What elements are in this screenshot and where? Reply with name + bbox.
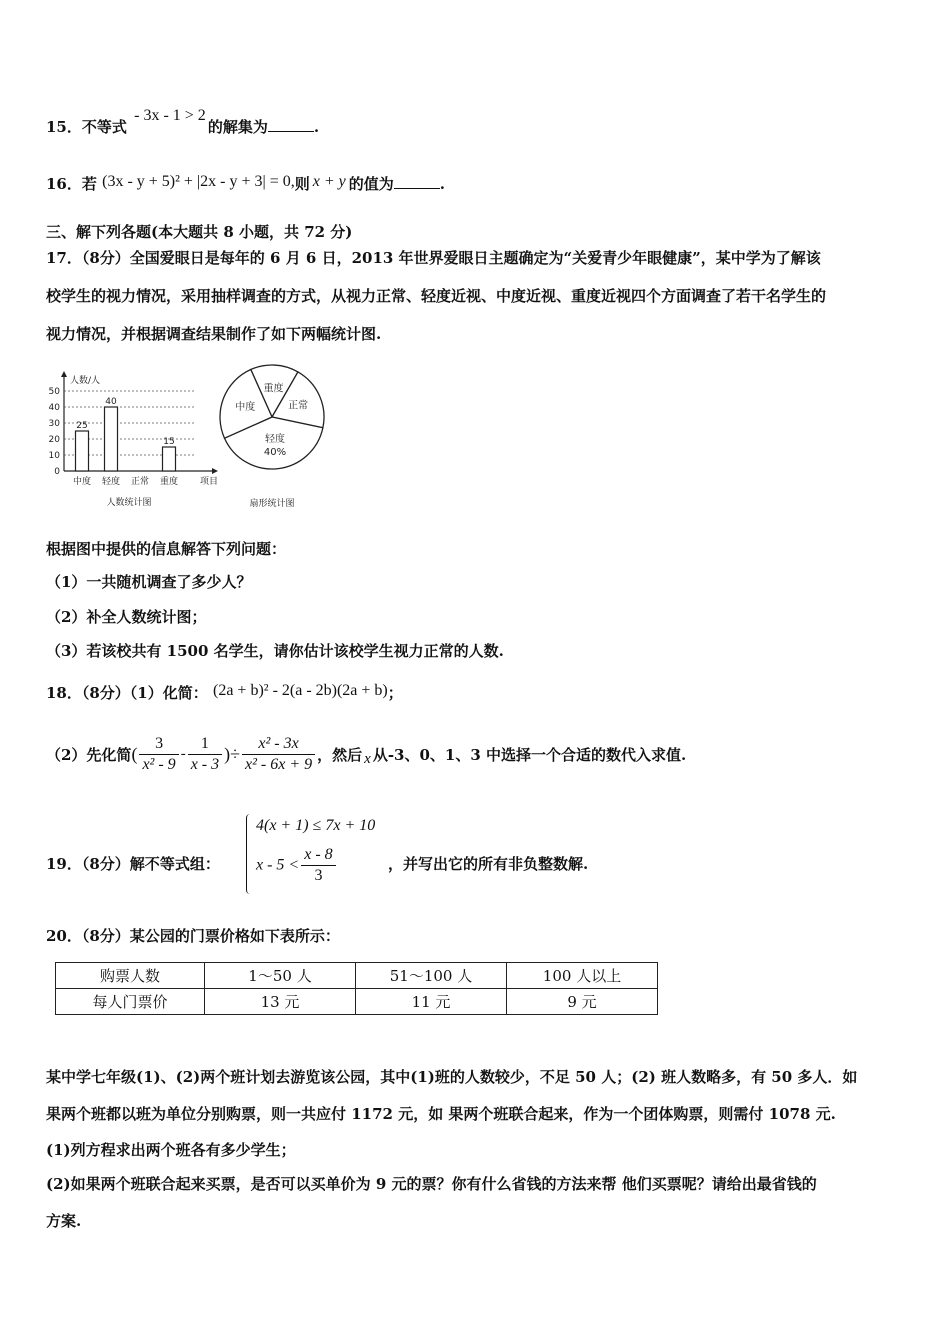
pie-chart-title: 扇形统计图 (249, 499, 295, 509)
table-cell: 1～50 人 (205, 963, 356, 989)
bar-value-label: 40 (105, 397, 117, 407)
q16-equation: (3x - y + 5)² + |2x - y + 3| = 0, (102, 173, 295, 190)
q20-paragraph-2: 果两个班都以班为单位分别购票，则一共应付 1172 元，如 果两个班联合起来，作为一个团体购票，则需付 1078 元. (46, 1105, 836, 1123)
q20-sub-1: (1)列方程求出两个班各有多少学生； (46, 1141, 296, 1159)
q18-f1-num: 3 (155, 735, 164, 752)
question-18-part-2 (46, 734, 686, 775)
q20-head: （8分）某公园的门票价格如下表所示： (81, 927, 340, 945)
x-tick-label: 中度 (72, 477, 92, 487)
y-tick-label: 10 (48, 451, 60, 461)
y-axis-label: 人数/人 (70, 376, 101, 386)
x-tick-label: 轻度 (101, 477, 121, 487)
bar-中度 (76, 431, 89, 471)
q20-paragraph-1: 某中学七年级(1)、(2)两个班计划去游览该公园，其中(1)班的人数较少，不足 50 人；(2) 班人数略多，有 50 多人．如 (46, 1068, 858, 1086)
ticket-price-table (55, 962, 658, 1015)
q17-sub-3: （3）若该校共有 1500 名学生，请你估计该校学生视力正常的人数. (46, 642, 504, 660)
bar-value-label: 15 (163, 437, 175, 447)
q18-sub2-label: （2）先化简 (46, 746, 132, 764)
q18-number: 18． (46, 684, 82, 702)
question-15 (46, 107, 320, 137)
table-cell: 51～100 人 (356, 963, 507, 989)
y-tick-label: 0 (54, 467, 60, 477)
pie-slice-label: 中度 (235, 401, 256, 413)
q15-inequality: - 3x - 1 > 2 (134, 107, 206, 124)
pie-slice-label: 正常 (288, 400, 309, 412)
table-cell: 11 元 (356, 989, 507, 1015)
q19-frac-den: 3 (301, 865, 335, 886)
q18-expression: (2a + b)² - 2(a - 2b)(2a + b) (212, 682, 388, 699)
paren-open: ( (131, 744, 138, 764)
q20-sub-2: (2)如果两个班联合起来买票，是否可以买单价为 9 元的票？你有什么省钱的方法来帮 他们买票呢？请给出最省钱的 (46, 1175, 817, 1193)
q19-inequality-1: 4(x + 1) ≤ 7x + 10 (256, 817, 376, 834)
table-cell: 100 人以上 (507, 963, 658, 989)
q15-answer-blank (268, 131, 314, 132)
q18-f2-num: 1 (200, 735, 209, 752)
question-19 (46, 853, 220, 874)
table-row (56, 963, 658, 989)
x-axis-label: 项目 (200, 477, 219, 487)
section-3-heading: 三、解下列各题(本大题共 8 小题，共 72 分) (46, 223, 353, 241)
q18-f1-den: x² - 9 (139, 754, 178, 775)
bar-chart (40, 354, 230, 514)
y-tick-label: 20 (48, 435, 60, 445)
q15-end: . (313, 118, 320, 136)
q19-frac-num: x - 8 (304, 846, 333, 863)
q18-tail: 从-3、0、1、3 中选择一个合适的数代入求值. (372, 746, 687, 764)
y-tick-label: 30 (48, 419, 60, 429)
q15-number: 15． (46, 118, 82, 136)
q17-line-1: 17．（8分）全国爱眼日是每年的 6 月 6 日，2013 年世界爱眼日主题确定为“关爱青少年眼健康”，某中学为了解该 (46, 249, 821, 267)
q20-sub-3: 方案. (46, 1212, 82, 1230)
x-tick-label: 正常 (130, 477, 150, 487)
question-20 (46, 925, 340, 946)
q16-answer-blank (394, 188, 440, 189)
q18-after: ，然后 (317, 746, 363, 764)
q19-tail: ，并写出它的所有非负整数解. (388, 855, 589, 873)
y-tick-label: 40 (48, 403, 60, 413)
bar-chart-title: 人数统计图 (106, 498, 152, 508)
q16-target-expr: x + y (312, 173, 346, 190)
q19-system-brace (246, 814, 251, 894)
table-cell: 购票人数 (56, 963, 205, 989)
q17-sub-1: （1）一共随机调查了多少人？ (46, 573, 252, 591)
q18-f3-den: x² - 6x + 9 (242, 754, 315, 775)
q19-head: （8分）解不等式组： (81, 855, 220, 873)
q19-ineq2-left: x - 5 < (256, 856, 300, 874)
table-cell: 每人门票价 (56, 989, 205, 1015)
minus-sign: - (180, 746, 186, 762)
bar-value-label: 25 (76, 421, 88, 431)
pie-slice-label: 40% (263, 446, 287, 458)
q19-inequality-2 (256, 845, 338, 886)
y-tick-label: 50 (48, 387, 60, 397)
bar-轻度 (105, 407, 118, 471)
pie-chart (214, 358, 344, 518)
q18-variable: x (364, 751, 371, 767)
q18-fraction-2 (188, 734, 222, 775)
pie-slice-label: 轻度 (265, 433, 286, 445)
bar-重度 (163, 447, 176, 471)
question-16 (46, 173, 445, 194)
q16-mid: 则 (294, 175, 310, 193)
q16-suffix: 的值为 (348, 175, 394, 193)
q18-fraction-3 (242, 734, 315, 775)
q16-end: . (439, 175, 445, 193)
question-18 (46, 682, 403, 703)
table-cell: 9 元 (507, 989, 658, 1015)
q18-head: （8分）（1）化简： (81, 684, 208, 702)
q18-f2-den: x - 3 (188, 754, 222, 775)
x-tick-label: 重度 (159, 477, 179, 487)
table-row (56, 989, 658, 1015)
q18-end-1: ； (387, 684, 403, 702)
q17-sub-2: （2）补全人数统计图； (46, 608, 207, 626)
q17-line-2: 校学生的视力情况，采用抽样调查的方式，从视力正常、轻度近视、中度近视、重度近视四个方面调查了若干名学生的 (46, 287, 827, 305)
q18-f3-num: x² - 3x (258, 735, 299, 752)
q15-suffix: 的解集为 (207, 118, 268, 136)
q16-number: 16． (46, 175, 82, 193)
y-axis-arrow (61, 371, 67, 377)
q20-number: 20． (46, 927, 82, 945)
table-cell: 13 元 (205, 989, 356, 1015)
q17-intro: 根据图中提供的信息解答下列问题： (46, 540, 287, 558)
q18-fraction-1 (139, 734, 178, 775)
pie-slice-label: 重度 (263, 383, 284, 395)
paren-close: )÷ (224, 744, 240, 764)
q19-number: 19． (46, 855, 82, 873)
q17-line-3: 视力情况，并根据调查结果制作了如下两幅统计图. (46, 325, 382, 343)
q15-prefix: 不等式 (81, 118, 127, 136)
q19-fraction (301, 845, 335, 886)
q16-prefix: 若 (81, 175, 97, 193)
